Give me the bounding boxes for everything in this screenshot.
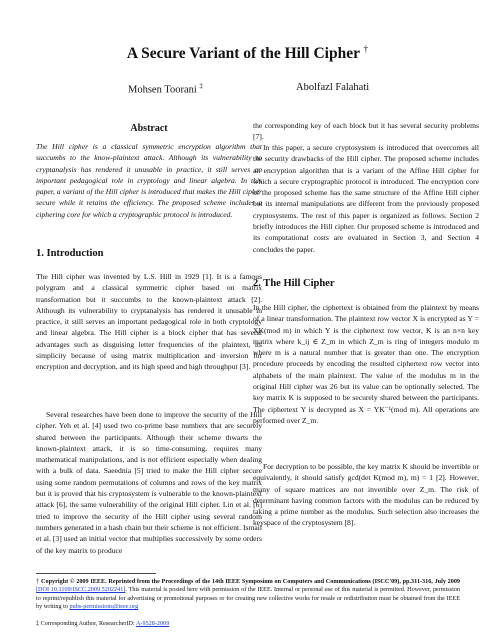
footnote-1-rest: . This material is posted here with permission of the IEEE. Internal or personal use of this material is permitted. However, permission to reprint/republish this material for advertising or promotional purposes or for creating new collective works for resale or redistribution must be obtained from the IEEE by writing to (36, 586, 460, 611)
author-1-name: Mohsen Toorani (128, 84, 197, 96)
abstract-text: The Hill cipher is a classical symmetric encryption algorithm that succumbs to the know-plaintext attack. Although its vulnerability to cryptanalysis has rendered it unusable in practice, it still serves an important pedagogical role in cryptology and linear algebra. In this paper, a variant of the Hill cipher is introduced that makes the Hill cipher secure while it retains the efficiency. The proposed scheme includes a ciphering core for which a cryptographic protocol is introduced. (36, 142, 262, 219)
author-1-mark: ‡ (199, 82, 203, 90)
footnote-divider (36, 573, 156, 574)
permissions-email-link[interactable]: pubs-permissions@ieee.org (69, 603, 139, 611)
author-1 (128, 82, 203, 96)
footnote-copyright (36, 578, 460, 612)
footnote-2-lead: Corresponding Author, ResearcherID: (40, 620, 135, 627)
section-1-heading: 1. Introduction (36, 248, 104, 259)
paper-title (0, 44, 495, 63)
author-2 (296, 82, 369, 93)
section-2-heading: 2. The Hill Cipher (253, 278, 335, 289)
footnote-2-mark: ‡ (36, 620, 40, 627)
title-text: A Secure Variant of the Hill Cipher (126, 45, 360, 63)
intro-paragraph-1: The Hill cipher was invented by L.S. Hill in 1929 [1]. It is a famous polygram and a classical symmetric cipher based on matrix transformation but it succumbs to the known-plaintext attack [2]. Although its vulnerability to cryptanalysis has rendered it unusable in practice, it still serves an important pedagogical role in both cryptology and linear algebra. The Hill cipher is a block cipher that has several advantages such as disguising letter frequencies of the plaintext, its simplicity because of using matrix multiplication and inversion for encryption and decryption, and its high speed and high throughput [3]. (36, 272, 262, 372)
author-2-name: Abolfazl Falahati (296, 82, 370, 93)
title-footnote-mark: † (363, 44, 369, 54)
intro-paragraph-2: Several researches have been done to improve the security of the Hill cipher. Yeh et al. [4] used two co-prime base numbers that are securely shared between the participants. Although their scheme thwarts the known-plaintext attack, it is so time-consuming, requires many mathematical manipulations, and is not efficient especially when dealing with a bulk of data. Saeednia [5] tried to make the Hill cipher secure using some random permutations of columns and rows of the key matrix but it is proved that his cryptosystem is vulnerable to the known-plaintext attack [6], the same vulnerability of the original Hill cipher. Lin et al. [6] tried to improve the security of the Hill cipher using several random numbers generated in a hash chain but their scheme is not efficient. Ismail et al. [3] used an initial vector that multiplies successively by some orders of the key matrix to produce (36, 410, 262, 555)
footnote-1-lead: Copyright © 2009 IEEE. Reprinted from the Proceedings of the 14th IEEE Symposium on Computers and Communications (ISCC'09), pp.311-316, July 2009 (41, 578, 461, 585)
footnote-corresponding-author (36, 620, 460, 628)
doi-link[interactable]: [DOI 10.1109/ISCC.2009.5202241] (36, 586, 126, 594)
right-paragraph-2: In this paper, a secure cryptosystem is introduced that overcomes all the security drawbacks of the Hill cipher. The proposed scheme includes an encryption algorithm that is a variant of the Affine Hill cipher for which a secure cryptographic protocol is introduced. The encryption core of the proposed scheme has the same structure of the Affine Hill cipher but its internal manipulations are different from the previously proposed cryptosystems. The rest of this paper is organized as follows. Section 2 briefly introduces the Hill cipher. Our proposed scheme is introduced and its computational costs are evaluated in Section 3, and Section 4 concludes the paper. (253, 143, 479, 254)
abstract-heading: Abstract (130, 123, 168, 134)
hill-paragraph-2: For decryption to be possible, the key matrix K should be invertible or equivalently, it should satisfy gcd(det K(mod m), m) = 1 [2]. However, many of square matrices are not invertible over Z_m. The risk of determinant having common factors with the modulus can be reduced by taking a prime number as the modulus. Such selection also increases the keyspace of the cryptosystem [8]. (253, 462, 479, 528)
right-paragraph-1: the corresponding key of each block but it has several security problems [7]. (253, 121, 479, 142)
researcher-id-link[interactable]: A-9528-2009 (135, 620, 170, 627)
footnote-1-mark: † (36, 578, 40, 585)
hill-paragraph-1: In the Hill cipher, the ciphertext is obtained from the plaintext by means of a linear transformation. The plaintext row vector X is encrypted as Y = XK(mod m) in which Y is the ciphertext row vector, K is an n×n key matrix where k_ij ∈ Z_m in which Z_m is ring of integers modulo m where m is a natural number that is greater than one. The encryption procedure proceeds by encoding the resulted ciphertext row vector into alphabets of the main plaintext. The value of the modulus m in the original Hill cipher was 26 but its value can be optionally selected. The key matrix K is supposed to be securely shared between the participants. The ciphertext Y is decrypted as X = YK⁻¹(mod m). All operations are performed over Z_m. (253, 303, 479, 425)
